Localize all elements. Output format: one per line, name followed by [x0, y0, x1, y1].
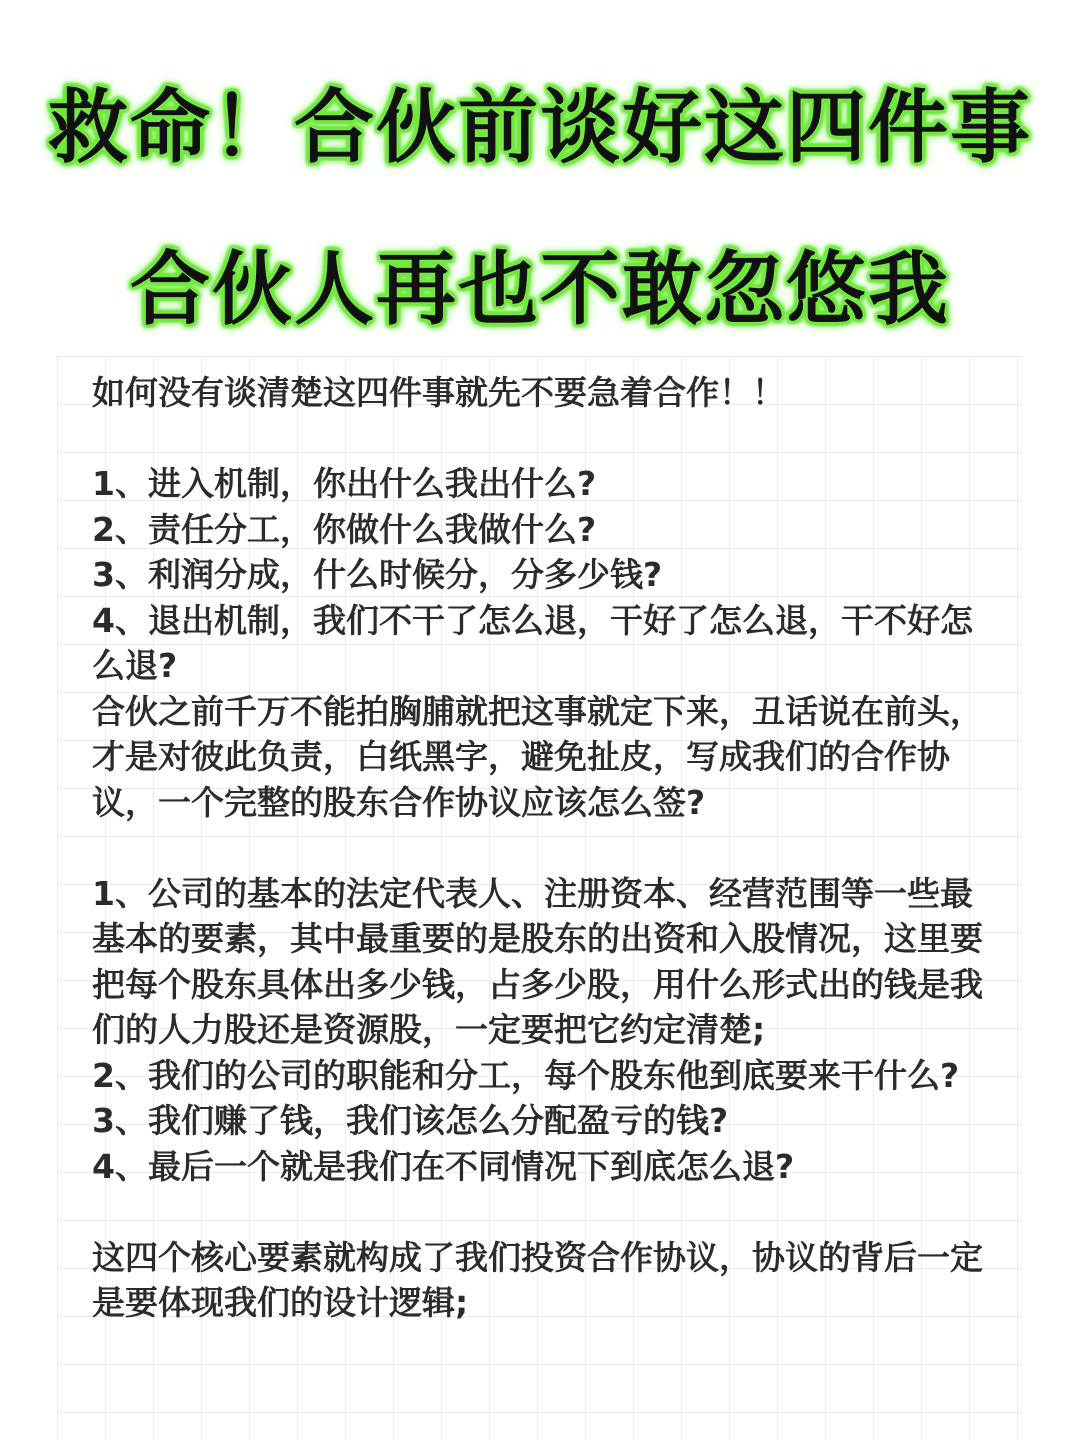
list1-item-3: 3、利润分成，什么时候分，分多少钱? — [92, 555, 663, 594]
conclusion-text: 这四个核心要素就构成了我们投资合作协议，协议的背后一定是要体现我们的设计逻辑; — [92, 1237, 983, 1322]
list1-item-4: 4、退出机制，我们不干了怎么退，干好了怎么退，干不好怎么退? — [92, 600, 973, 685]
title-line-2: 合伙人再也不敢忽悠我 — [130, 243, 950, 336]
paragraph-1: 合伙之前千万不能拍胸脯就把这事就定下来，丑话说在前头，才是对彼此负责，白纸黑字，避免扯皮，写成我们的合作协议，一个完整的股东合作协议应该怎么签? — [92, 691, 983, 822]
title-line-1: 救命！合伙前谈好这四件事 — [48, 81, 1032, 174]
list2-item-4: 4、最后一个就是我们在不同情况下到底怎么退? — [92, 1146, 795, 1186]
list1-item-2: 2、责任分工，你做什么我做什么? — [92, 509, 597, 549]
article-body — [92, 370, 992, 1326]
list2-item-2: 2、我们的公司的职能和分工，每个股东他到底要来干什么? — [92, 1055, 960, 1095]
list1-item-1: 1、进入机制，你出什么我出什么? — [92, 464, 597, 503]
list2-item-3: 3、我们赚了钱，我们该怎么分配盈亏的钱? — [92, 1101, 729, 1140]
blank-line — [92, 825, 992, 871]
intro-text: 如何没有谈清楚这四件事就先不要急着合作！！ — [92, 373, 785, 412]
blank-line — [92, 1189, 992, 1235]
blank-line — [92, 416, 992, 462]
list2-item-1: 1、公司的基本的法定代表人、注册资本、经营范围等一些最基本的要素，其中最重要的是股东的出资和入股情况，这里要把每个股东具体出多少钱，占多少股，用什么形式出的钱是我们的人力股还是资源股，一定要把它约定清楚; — [92, 873, 983, 1049]
